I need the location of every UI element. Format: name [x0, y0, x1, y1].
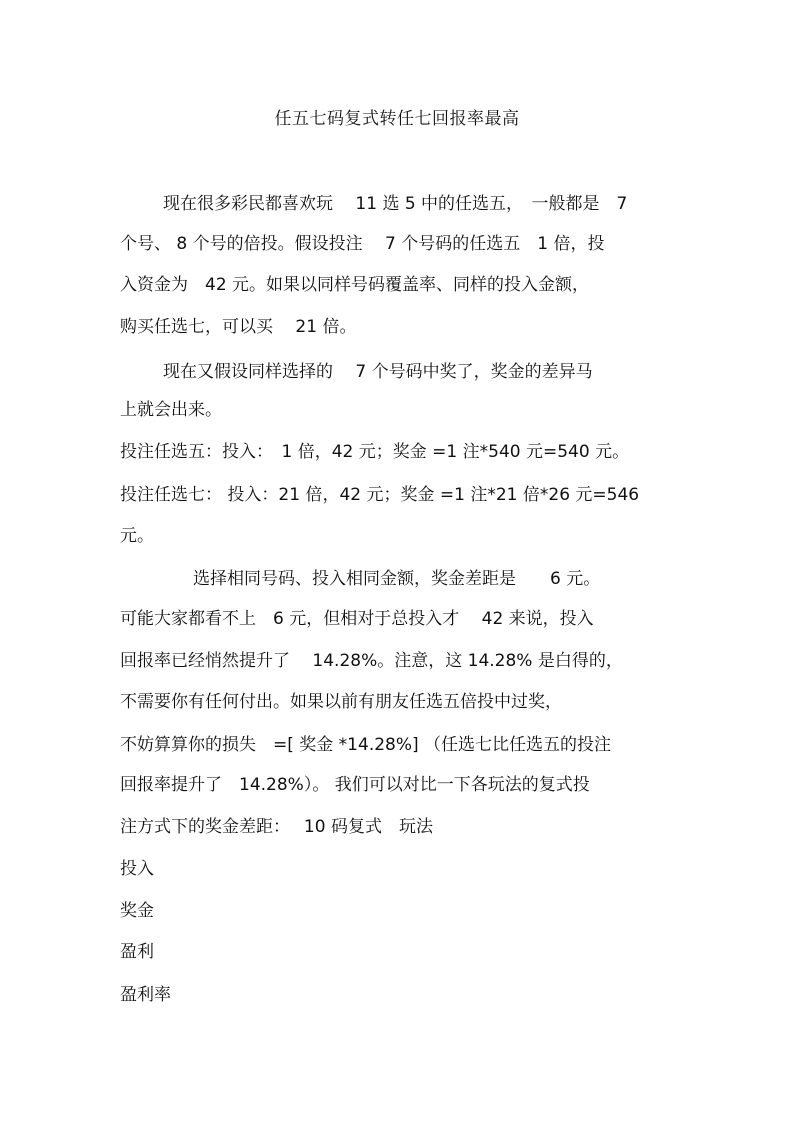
text-line: 投注任选五：投入： 1 倍，42 元；奖金 =1 注*540 元=540 元。: [120, 442, 630, 462]
text-line: 入资金为 42 元。如果以同样号码覆盖率、同样的投入金额，: [120, 275, 590, 295]
text-line: 不妨算算你的损失 =[ 奖金 *14.28%] （任选七比任选五的投注: [120, 735, 612, 755]
text-line: 盈利: [120, 942, 154, 962]
text-line: 盈利率: [120, 985, 171, 1005]
text-line: 元。: [120, 526, 154, 546]
text-line: 不需要你有任何付出。如果以前有朋友任选五倍投中过奖，: [120, 692, 562, 712]
text-line: 上就会出来。: [120, 400, 222, 420]
text-line: 奖金: [120, 901, 154, 921]
text-line: 选择相同号码、投入相同金额，奖金差距是 6 元。: [193, 569, 601, 589]
text-line: 投注任选七： 投入：21 倍，42 元；奖金 =1 注*21 倍*26 元=546: [120, 485, 640, 505]
text-line: 现在很多彩民都喜欢玩 11 选 5 中的任选五， 一般都是 7: [163, 194, 628, 214]
text-line: 注方式下的奖金差距： 10 码复式 玩法: [120, 817, 433, 837]
text-line: 可能大家都看不上 6 元，但相对于总投入才 42 来说，投入: [120, 609, 594, 629]
text-line: 现在又假设同样选择的 7 个号码中奖了，奖金的差异马: [163, 362, 593, 382]
text-line: 投入: [120, 859, 154, 879]
text-line: 回报率提升了 14.28%）。 我们可以对比一下各玩法的复式投: [120, 775, 590, 795]
text-line: 回报率已经悄然提升了 14.28%。注意，这 14.28% 是白得的，: [120, 651, 623, 671]
text-line: 个号、 8 个号的倍投。假设投注 7 个号码的任选五 1 倍，投: [120, 234, 605, 254]
text-line: 购买任选七，可以买 21 倍。: [120, 317, 357, 337]
document-title: 任五七码复式转任七回报率最高: [274, 109, 520, 129]
